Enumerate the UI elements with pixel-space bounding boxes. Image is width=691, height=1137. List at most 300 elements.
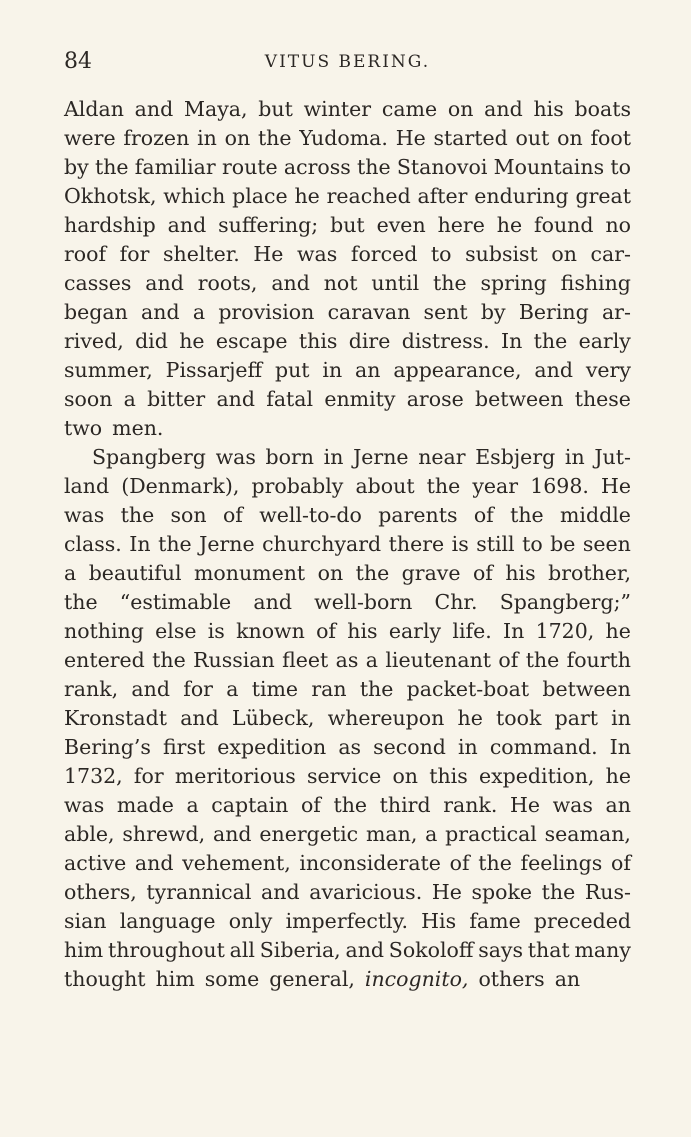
word: the	[357, 155, 391, 179]
word: Bering	[518, 300, 589, 324]
word: monument	[193, 561, 306, 585]
word: in	[197, 126, 217, 150]
word: He	[395, 126, 426, 150]
word: parents	[378, 503, 458, 527]
word: In	[609, 735, 631, 759]
word: was	[552, 793, 593, 817]
word: Jerne	[353, 445, 409, 469]
word: dire	[348, 329, 391, 353]
word: spoke	[471, 880, 533, 904]
word: of	[611, 851, 631, 875]
word: (Denmark),	[121, 474, 240, 498]
word: year	[472, 474, 519, 498]
word: he	[179, 329, 205, 353]
text-line	[64, 443, 631, 472]
word: and	[145, 271, 184, 295]
word: bitter	[147, 387, 206, 411]
word: middle	[559, 503, 631, 527]
word: the	[541, 880, 576, 904]
text-line	[64, 965, 631, 994]
word: well-born	[314, 590, 413, 614]
word: throughout	[107, 938, 225, 962]
text-line	[64, 211, 631, 240]
paragraph	[64, 95, 631, 443]
word: is	[451, 532, 469, 556]
word: across	[283, 155, 351, 179]
word: to	[430, 242, 452, 266]
word: the	[158, 532, 192, 556]
word: many	[574, 938, 631, 962]
word: the	[359, 677, 394, 701]
word: and	[345, 938, 385, 962]
word: life.	[452, 619, 492, 643]
word: seen	[582, 532, 631, 556]
word: In	[501, 329, 523, 353]
word: were	[64, 126, 116, 150]
word: second	[373, 735, 446, 759]
word: rank.	[443, 793, 498, 817]
word: the	[64, 590, 98, 614]
text-line	[64, 878, 631, 907]
word: but	[330, 213, 365, 237]
word: subsist	[465, 242, 538, 266]
word: took	[496, 706, 542, 730]
word: be	[550, 532, 576, 556]
text-line	[64, 791, 631, 820]
text-line	[64, 182, 631, 211]
word: born	[265, 445, 314, 469]
word: the	[94, 155, 129, 179]
word: to	[522, 532, 543, 556]
text-line	[64, 675, 631, 704]
word: fourth	[566, 648, 631, 672]
word: sent	[423, 300, 468, 324]
word: a	[64, 561, 77, 585]
word: his	[347, 619, 378, 643]
word: enduring	[474, 184, 569, 208]
word: known	[236, 619, 305, 643]
word: others,	[64, 880, 137, 904]
text-line	[64, 472, 631, 501]
word: nothing	[64, 619, 144, 643]
word: this	[298, 329, 338, 353]
word: packet-boat	[406, 677, 530, 701]
word: expedition,	[478, 764, 595, 788]
word: provision	[218, 300, 315, 324]
word: a	[192, 300, 206, 324]
text-line	[64, 95, 631, 124]
word: which	[163, 184, 226, 208]
word: caravan	[327, 300, 411, 324]
word: men.	[112, 416, 164, 440]
word: the	[533, 329, 568, 353]
word: roof	[64, 242, 107, 266]
word: about	[355, 474, 415, 498]
word: he	[605, 619, 631, 643]
word: on	[557, 126, 583, 150]
word: found	[534, 213, 594, 237]
word: Maya,	[183, 97, 248, 121]
word: these	[574, 387, 631, 411]
word: He	[600, 474, 631, 498]
text-line	[64, 907, 631, 936]
word: winter	[303, 97, 372, 121]
word: class.	[64, 532, 122, 556]
word: Pissarjeff	[165, 358, 263, 382]
word: an	[355, 358, 381, 382]
word: feelings	[520, 851, 603, 875]
word: him	[64, 938, 104, 962]
word: all	[229, 938, 255, 962]
word: probably	[251, 474, 344, 498]
word: Lübeck,	[231, 706, 315, 730]
word: even	[376, 213, 426, 237]
word: tyrannical	[146, 880, 252, 904]
word: two	[64, 416, 103, 440]
text-line	[64, 617, 631, 646]
text-line	[64, 385, 631, 414]
word: Jerne	[199, 532, 255, 556]
word: for	[183, 677, 213, 701]
word: came	[381, 97, 438, 121]
text-line	[64, 820, 631, 849]
text-line	[64, 704, 631, 733]
word: language	[119, 909, 216, 933]
word: as	[335, 648, 359, 672]
word: 1698.	[530, 474, 589, 498]
word: near	[418, 445, 466, 469]
word: out	[515, 126, 550, 150]
word: else	[155, 619, 197, 643]
word: sian	[64, 909, 107, 933]
word: Mountains	[493, 155, 605, 179]
word: and	[180, 706, 219, 730]
word: as	[338, 735, 362, 759]
word: an	[605, 793, 631, 817]
word: Okhotsk,	[64, 184, 157, 208]
word: vehement,	[182, 851, 291, 875]
word: route	[221, 155, 278, 179]
word: in	[458, 735, 478, 759]
word: roots,	[197, 271, 258, 295]
word: some	[204, 967, 260, 991]
word: Kronstadt	[64, 706, 168, 730]
word: whereupon	[327, 706, 445, 730]
word: and	[253, 590, 292, 614]
word: he	[457, 706, 483, 730]
word: “estimable	[119, 590, 232, 614]
page-header	[64, 46, 631, 78]
word: others	[478, 967, 545, 991]
word: Siberia,	[259, 938, 341, 962]
word: of	[472, 561, 493, 585]
word: on	[317, 561, 344, 585]
word: the	[426, 474, 461, 498]
word: entered	[64, 648, 145, 672]
word: boats	[574, 97, 631, 121]
word: forced	[350, 242, 418, 266]
word: and	[141, 300, 180, 324]
word: Spangberg;”	[499, 590, 631, 614]
word: service	[307, 764, 382, 788]
word: meritorious	[174, 764, 296, 788]
word: on	[447, 97, 474, 121]
word: the	[525, 648, 560, 672]
running-head: VITUS BERING.	[264, 52, 431, 72]
word: a	[186, 793, 199, 817]
word: began	[64, 300, 128, 324]
paragraph	[64, 443, 631, 994]
word: says	[478, 938, 524, 962]
text-line	[64, 849, 631, 878]
word: Jut-	[594, 445, 631, 469]
word: general,	[269, 967, 355, 991]
word: and	[131, 677, 170, 701]
word: captain	[211, 793, 289, 817]
word: He	[509, 793, 540, 817]
word: third	[379, 793, 431, 817]
word: a	[226, 677, 239, 701]
word: 1732,	[64, 764, 123, 788]
word: started	[433, 126, 508, 150]
word: Aldan	[64, 97, 124, 121]
word: part	[554, 706, 598, 730]
text-line	[64, 559, 631, 588]
word: ran	[311, 677, 347, 701]
word: and	[534, 358, 573, 382]
word: enmity	[324, 387, 396, 411]
word: on	[224, 126, 251, 150]
word: soon	[64, 387, 113, 411]
word: arose	[406, 387, 464, 411]
word: him	[155, 967, 195, 991]
text-line	[64, 298, 631, 327]
word: avaricious.	[309, 880, 423, 904]
text-line	[64, 327, 631, 356]
text-line	[64, 153, 631, 182]
word: and	[134, 97, 174, 121]
word: appearance,	[393, 358, 522, 382]
word: of	[222, 503, 243, 527]
word: reached	[326, 184, 411, 208]
word: and	[213, 822, 252, 846]
word: casses	[64, 271, 132, 295]
word: summer,	[64, 358, 153, 382]
word: hardship	[64, 213, 156, 237]
word: no	[605, 213, 631, 237]
word: the	[152, 648, 186, 672]
word: by	[64, 155, 89, 179]
word: His	[421, 909, 457, 933]
word: able,	[64, 822, 115, 846]
word: is	[207, 619, 225, 643]
text-line	[64, 240, 631, 269]
word: of	[316, 619, 337, 643]
word: was	[64, 793, 105, 817]
word: of	[473, 503, 494, 527]
word: and	[261, 880, 300, 904]
word: of	[449, 851, 470, 875]
word: rank,	[64, 677, 119, 701]
word: expedition	[217, 735, 327, 759]
word: Stanovoi	[396, 155, 488, 179]
word: the	[510, 503, 544, 527]
word: active	[64, 851, 127, 875]
word: seaman,	[544, 822, 631, 846]
word: spring	[480, 271, 547, 295]
word: 1720,	[535, 619, 595, 643]
word: car-	[590, 242, 631, 266]
text-line	[64, 124, 631, 153]
word: on	[392, 764, 418, 788]
word: was	[64, 503, 105, 527]
word: a	[123, 387, 136, 411]
word: shelter.	[162, 242, 240, 266]
word: man,	[365, 822, 418, 846]
word: churchyard	[262, 532, 382, 556]
word: land	[64, 474, 110, 498]
word: command.	[489, 735, 598, 759]
word: and	[484, 97, 523, 121]
word: fame	[469, 909, 521, 933]
word: the	[257, 126, 292, 150]
word: incognito,	[364, 967, 469, 991]
word: for	[133, 764, 164, 788]
word: he	[496, 213, 523, 237]
word: suffering;	[218, 213, 319, 237]
word: his	[533, 97, 564, 121]
text-line	[64, 762, 631, 791]
text-line	[64, 501, 631, 530]
word: in	[564, 445, 585, 469]
word: preceded	[533, 909, 631, 933]
word: Rus-	[584, 880, 631, 904]
word: time	[251, 677, 299, 701]
word: he	[294, 184, 320, 208]
word: did	[135, 329, 168, 353]
word: an	[554, 967, 581, 991]
word: only	[228, 909, 273, 933]
word: fatal	[266, 387, 314, 411]
body-text	[64, 95, 631, 994]
text-line	[64, 530, 631, 559]
word: Russian	[193, 648, 275, 672]
word: he	[605, 764, 631, 788]
word: and	[134, 851, 174, 875]
word: was	[215, 445, 256, 469]
word: until	[371, 271, 420, 295]
word: In	[129, 532, 151, 556]
word: brother,	[548, 561, 631, 585]
word: great	[575, 184, 631, 208]
word: the	[433, 271, 467, 295]
word: grave	[401, 561, 461, 585]
word: lieutenant	[385, 648, 492, 672]
text-line	[64, 646, 631, 675]
word: Bering’s	[64, 735, 151, 759]
word: practical	[445, 822, 537, 846]
word: here	[437, 213, 485, 237]
word: ar-	[601, 300, 631, 324]
word: Spangberg	[92, 445, 206, 469]
word: in	[322, 358, 343, 382]
word: In	[503, 619, 525, 643]
word: a	[425, 822, 438, 846]
word: there	[388, 532, 445, 556]
word: Esbjerg	[475, 445, 556, 469]
word: on	[551, 242, 577, 266]
word: imperfectly.	[285, 909, 408, 933]
word: son	[170, 503, 207, 527]
text-line	[64, 588, 631, 617]
word: shrewd,	[122, 822, 206, 846]
word: beautiful	[88, 561, 182, 585]
word: rived,	[64, 329, 124, 353]
word: well-to-do	[259, 503, 362, 527]
word: not	[323, 271, 358, 295]
word: thought	[64, 967, 146, 991]
word: Chr.	[434, 590, 478, 614]
word: very	[585, 358, 631, 382]
word: and	[271, 271, 310, 295]
text-line	[64, 936, 631, 965]
word: put	[274, 358, 310, 382]
word: his	[505, 561, 536, 585]
word: but	[258, 97, 293, 121]
word: He	[431, 880, 462, 904]
word: this	[429, 764, 468, 788]
page-number: 84	[64, 49, 92, 74]
word: a	[365, 648, 378, 672]
word: distress.	[401, 329, 490, 353]
word: and	[216, 387, 256, 411]
word: first	[162, 735, 206, 759]
word: between	[474, 387, 564, 411]
word: by	[480, 300, 506, 324]
text-line	[64, 356, 631, 385]
word: still	[476, 532, 515, 556]
word: of	[498, 648, 519, 672]
word: escape	[215, 329, 288, 353]
word: early	[388, 619, 442, 643]
word: was	[297, 242, 338, 266]
word: after	[417, 184, 468, 208]
text-line	[64, 733, 631, 762]
word: inconsiderate	[299, 851, 441, 875]
word: the	[333, 793, 368, 817]
word: place	[232, 184, 288, 208]
text-line	[64, 269, 631, 298]
word: Sokoloff	[388, 938, 474, 962]
word: He	[253, 242, 284, 266]
word: to	[610, 155, 631, 179]
word: for	[119, 242, 150, 266]
text-line	[64, 414, 631, 443]
word: the	[355, 561, 390, 585]
word: made	[116, 793, 174, 817]
word: in	[323, 445, 344, 469]
word: fishing	[560, 271, 631, 295]
word: in	[611, 706, 631, 730]
word: and	[167, 213, 207, 237]
word: foot	[590, 126, 631, 150]
word: that	[527, 938, 570, 962]
word: energetic	[259, 822, 359, 846]
word: the	[478, 851, 512, 875]
word: the	[120, 503, 155, 527]
word: between	[542, 677, 631, 701]
word: early	[578, 329, 631, 353]
